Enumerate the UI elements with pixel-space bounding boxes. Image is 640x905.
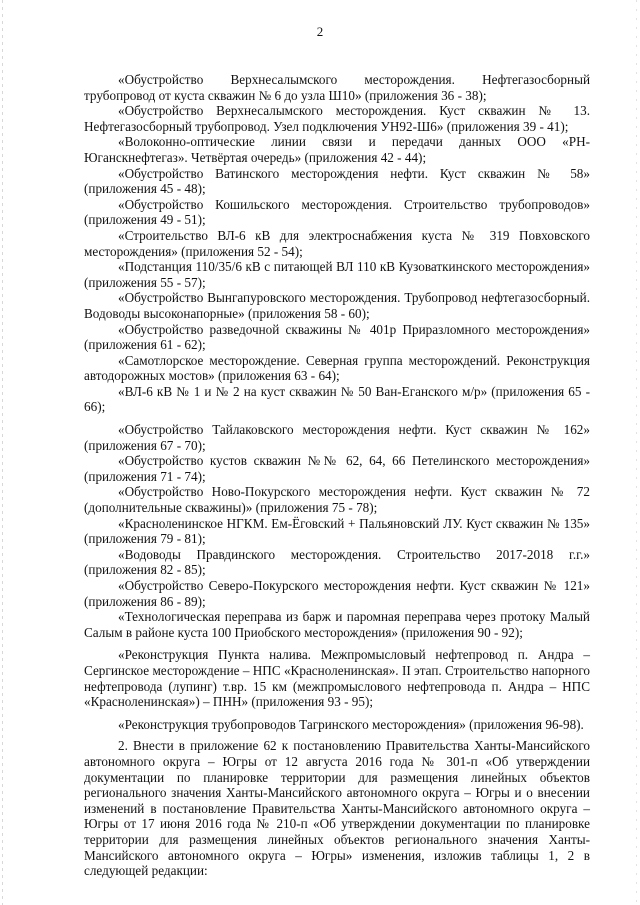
appendix-list-item: «Обустройство Ватинского месторождения нефти. Куст скважин № 58» (приложения 45 - 48); <box>84 165 590 197</box>
appendix-list-item: «ВЛ-6 кВ № 1 и № 2 на куст скважин № 50 Ван-Еганского м/р» (приложения 65 - 66); <box>84 383 590 415</box>
appendix-list-item: «Обустройство Ново-Покурского месторождения нефти. Куст скважин № 72 (дополнительные скважины)» (приложения 75 - 78); <box>84 484 590 516</box>
scan-edge-right <box>636 0 637 905</box>
appendix-list-item: «Волоконно-оптические линии связи и передачи данных ООО «РН-Юганскнефтегаз». Четвёртая очередь» (приложения 42 - 44); <box>84 134 590 165</box>
appendix-list-item: «Обустройство Кошильского месторождения. Строительство трубопроводов» (приложения 49 - 51); <box>84 196 590 228</box>
appendix-list-item: «Обустройство Верхнесалымского месторождения. Куст скважин № 13. Нефтегазосборный трубопровод. Узел подключения УН92-Ш6» (приложения 39 - 41); <box>84 103 590 134</box>
appendix-list-item: «Обустройство кустов скважин №№ 62, 64, 66 Петелинского месторождения» (приложения 71 - 74); <box>84 453 590 484</box>
appendix-list-item: «Реконструкция трубопроводов Тагринского месторождения» (приложения 96-98). <box>118 716 584 732</box>
appendix-list-item: «Самотлорское месторождение. Северная группа месторождений. Реконструкция автодорожных мостов» (приложения 63 - 64); <box>84 352 590 384</box>
appendix-list-item: «Реконструкция Пункта налива. Межпромысловый нефтепровод п. Андра – Сергинское месторождение – НПС «Красноленинская». II этап. Строительство напорного нефтепровода (лупинг) т.вр. 15 км (межпромыслового нефтепровода п. Андра – НПС «Красноленинская») – ПНН» (приложения 93 - 95); <box>84 647 590 710</box>
appendix-list-item: «Технологическая переправа из барж и паромная переправа через протоку Малый Салым в районе куста 100 Приобского месторождения» (приложения 90 - 92); <box>84 609 590 640</box>
appendix-list-item: «Водоводы Правдинского месторождения. Строительство 2017-2018 г.г.» (приложения 82 - 85); <box>84 546 590 578</box>
appendix-list <box>84 72 590 732</box>
appendix-list-item: «Обустройство разведочной скважины № 401р Приразломного месторождения» (приложения 61 - 62); <box>84 321 590 353</box>
appendix-list-item: «Обустройство Вынгапуровского месторождения. Трубопровод нефтегазосборный. Водоводы высоконапорные» (приложения 58 - 60); <box>84 290 590 321</box>
appendix-list-item: «Обустройство Тайлаковского месторождения нефти. Куст скважин № 162» (приложения 67 - 70); <box>84 422 590 453</box>
paragraph-2: 2. Внести в приложение 62 к постановлению Правительства Ханты-Мансийского автономного округа – Югры от 12 августа 2016 года № 301-п «Об утверждении документации по планировке территории для размещения линейных объектов регионального значения Ханты-Мансийского автономного округа – Югры и о внесении изменений в постановление Правительства Ханты-Мансийского автономного округа – Югры от 17 июня 2016 года № 210-п «Об утверждении документации по планировке территории для размещения линейных объектов регионального значения Ханты-Мансийского автономного округа – Югры» изменения, изложив таблицы 1, 2 в следующей редакции: <box>84 738 590 879</box>
appendix-list-item: «Обустройство Северо-Покурского месторождения нефти. Куст скважин № 121» (приложения 86 - 89); <box>84 578 590 609</box>
scan-edge-left <box>2 0 3 905</box>
appendix-list-item: «Строительство ВЛ-6 кВ для электроснабжения куста № 319 Повховского месторождения» (приложения 52 - 54); <box>84 227 590 259</box>
page-number: 2 <box>316 24 324 39</box>
appendix-list-item: «Подстанция 110/35/6 кВ с питающей ВЛ 110 кВ Кузоваткинского месторождения» (приложения 55 - 57); <box>84 259 590 290</box>
appendix-list-item: «Обустройство Верхнесалымского месторождения. Нефтегазосборный трубопровод от куста скважин № 6 до узла Ш10» (приложения 36 - 38); <box>84 72 590 103</box>
appendix-list-item: «Красноленинское НГКМ. Ем-Ёговский + Пальяновский ЛУ. Куст скважин № 135» (приложения 79 - 81); <box>84 515 590 547</box>
document-body <box>84 72 590 879</box>
